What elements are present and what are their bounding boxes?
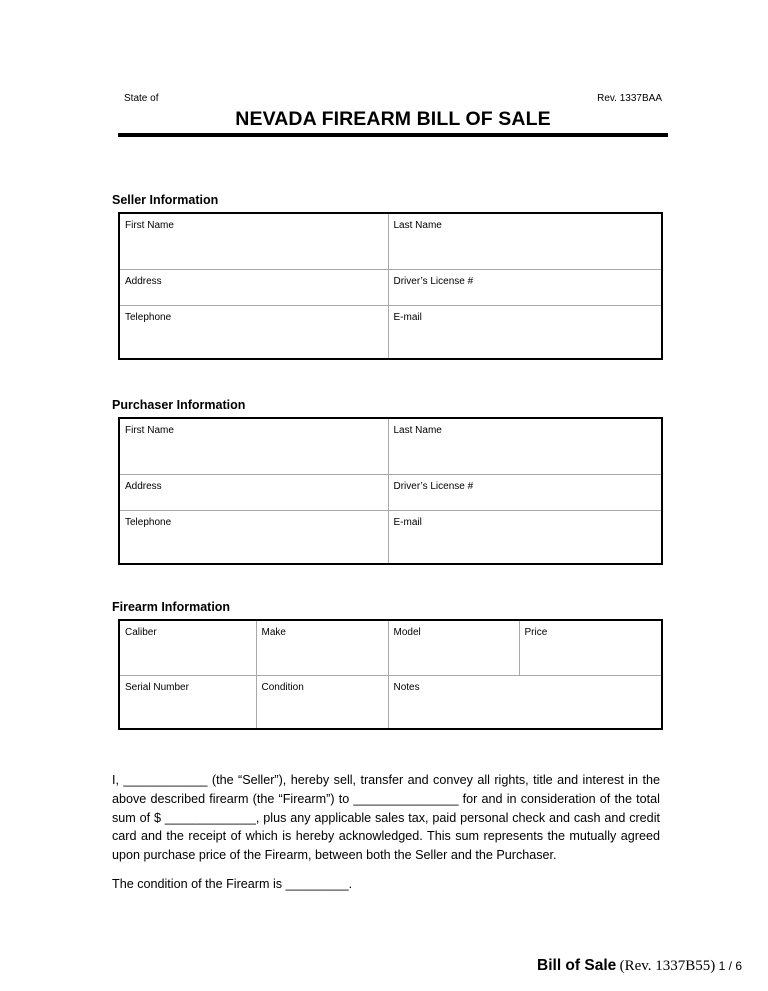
firearm-serial-number-label: Serial Number	[125, 681, 189, 693]
firearm-make-field[interactable]	[256, 620, 388, 675]
firearm-make-label: Make	[261, 627, 286, 638]
seller-email-field[interactable]	[388, 305, 662, 359]
sale-statement-paragraph: I, ____________ (the “Seller”), hereby sell, transfer and convey all rights, title and interest in the above described firearm (the “Firearm”) to _______________ for and in consideration of the total sum of $ _____________, plus any applicable sales tax, paid personal check and cash and credit card and the receipt of which is hereby acknowledged. This sum represents the mutually agreed upon purchase price of the Firearm, between both the Seller and the Purchaser.	[112, 773, 660, 863]
purchaser-telephone-label: Telephone	[125, 516, 172, 528]
purchaser-last-name-label: Last Name	[393, 425, 442, 436]
firearm-table	[118, 619, 663, 730]
firearm-caliber-label: Caliber	[125, 627, 157, 638]
purchaser-first-name-label: First Name	[125, 425, 174, 436]
seller-first-name-label: First Name	[125, 220, 174, 231]
seller-address-label: Address	[125, 275, 162, 287]
purchaser-email-field[interactable]	[388, 510, 662, 564]
purchaser-telephone-field[interactable]	[119, 510, 388, 564]
state-of-label: State of	[124, 93, 159, 104]
seller-last-name-field[interactable]	[388, 213, 662, 269]
firearm-serial-number-field[interactable]	[119, 675, 256, 729]
purchaser-table	[118, 417, 663, 565]
purchaser-address-label: Address	[125, 480, 162, 492]
firearm-notes-label: Notes	[393, 681, 420, 693]
purchaser-first-name-field[interactable]	[119, 418, 388, 474]
footer-revision: (Rev. 1337B55)	[619, 958, 716, 974]
purchaser-section-title: Purchaser Information	[112, 398, 246, 412]
seller-telephone-label: Telephone	[125, 311, 172, 323]
seller-email-label: E-mail	[393, 311, 422, 323]
seller-telephone-field[interactable]	[119, 305, 388, 359]
firearm-model-label: Model	[393, 627, 421, 638]
title-divider	[118, 133, 668, 137]
page-title: NEVADA FIREARM BILL OF SALE	[235, 108, 551, 130]
firearm-condition-label: Condition	[261, 681, 304, 693]
seller-last-name-label: Last Name	[393, 220, 442, 231]
footer-document-name: Bill of Sale	[537, 957, 617, 974]
seller-first-name-field[interactable]	[119, 213, 388, 269]
seller-drivers-license-field[interactable]	[388, 269, 662, 305]
condition-statement: The condition of the Firearm is _________.	[112, 877, 353, 891]
purchaser-drivers-license-label: Driver’s License #	[393, 480, 474, 492]
firearm-price-field[interactable]	[519, 620, 662, 675]
purchaser-email-label: E-mail	[393, 516, 422, 528]
firearm-caliber-field[interactable]	[119, 620, 256, 675]
firearm-price-label: Price	[524, 627, 548, 638]
purchaser-address-field[interactable]	[119, 474, 388, 510]
purchaser-drivers-license-field[interactable]	[388, 474, 662, 510]
purchaser-last-name-field[interactable]	[388, 418, 662, 474]
firearm-notes-field[interactable]	[388, 675, 662, 729]
firearm-model-field[interactable]	[388, 620, 519, 675]
firearm-condition-field[interactable]	[256, 675, 388, 729]
seller-section-title: Seller Information	[112, 193, 219, 207]
firearm-section-title: Firearm Information	[112, 600, 231, 614]
revision-label: Rev. 1337BAA	[597, 93, 662, 104]
seller-table	[118, 212, 663, 360]
footer-page-number: 1 / 6	[718, 959, 742, 973]
seller-address-field[interactable]	[119, 269, 388, 305]
page-footer	[537, 957, 742, 975]
seller-drivers-license-label: Driver’s License #	[393, 275, 474, 287]
